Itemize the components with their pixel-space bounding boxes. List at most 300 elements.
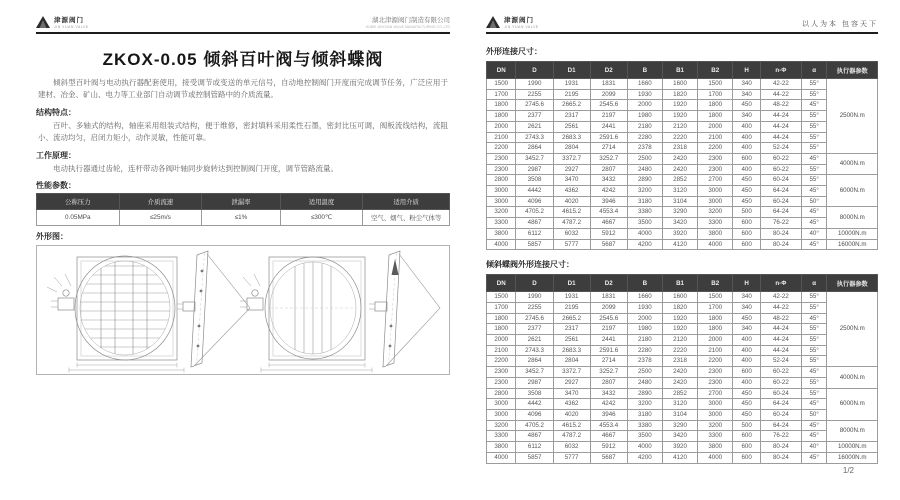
- table-row: [487, 367, 878, 378]
- dim-cell: 3180: [627, 196, 662, 207]
- dim-cell: 2714: [590, 356, 627, 367]
- company-logo: [36, 16, 89, 29]
- actuator-param-cell: 4000N.m: [827, 153, 878, 174]
- dim-cell: 600: [733, 239, 761, 250]
- value-cell: ≤300℃: [280, 209, 363, 225]
- dim-cell: 3452.7: [516, 153, 553, 164]
- dim-cell: 3420: [662, 218, 697, 229]
- dim-cell: 2000: [698, 121, 733, 132]
- table-row: [487, 292, 878, 303]
- table-row: [487, 132, 878, 143]
- dim-cell: 2100: [487, 132, 516, 143]
- table-row: [487, 442, 878, 453]
- table-row: [487, 388, 878, 399]
- dim-cell: 44-24: [760, 345, 801, 356]
- dim-cell: 64-24: [760, 207, 801, 218]
- dim-cell: 2200: [487, 143, 516, 154]
- dim-cell: 55°: [801, 111, 827, 122]
- dim-cell: 64-24: [760, 186, 801, 197]
- dim-cell: 2683.3: [553, 345, 590, 356]
- dim-cell: 45°: [801, 186, 827, 197]
- dim-cell: 60-22: [760, 377, 801, 388]
- column-header: B1: [662, 275, 697, 292]
- table-row: [487, 121, 878, 132]
- dim-cell: 3380: [627, 420, 662, 431]
- logo-subtitle: JIN YUAN VALVE: [504, 24, 539, 29]
- dim-cell: 3432: [590, 388, 627, 399]
- table-row: [487, 186, 878, 197]
- dim-cell: 4705.2: [516, 420, 553, 431]
- dim-cell: 3300: [487, 431, 516, 442]
- catalog-page-right: [486, 12, 878, 488]
- dim-cell: 2100: [698, 132, 733, 143]
- dim-cell: 2545.6: [590, 313, 627, 324]
- outline-drawing-box: [36, 245, 450, 375]
- butterfly-valve-side-drawing: [369, 251, 440, 367]
- dim-cell: 2099: [590, 302, 627, 313]
- dim-cell: 2800: [487, 175, 516, 186]
- dim-cell: 3200: [487, 207, 516, 218]
- dim-cell: 45°: [801, 313, 827, 324]
- dim-cell: 2300: [487, 164, 516, 175]
- dim-cell: 2255: [516, 89, 553, 100]
- structure-paragraph: 百叶、多轴式的结构，轴座采用组装式结构，便于维修，密封填料采用柔性石墨，密封比压可调，阀板流线结构，流阻小、流动均匀，启闭力矩小，动作灵敏，性能可靠。: [38, 120, 448, 143]
- dim-cell: 1920: [662, 111, 697, 122]
- dim-cell: 340: [733, 89, 761, 100]
- dim-cell: 2480: [627, 164, 662, 175]
- dim-cell: 340: [733, 324, 761, 335]
- dim-cell: 1920: [662, 100, 697, 111]
- dim-cell: 52-24: [760, 356, 801, 367]
- dim-cell: 340: [733, 79, 761, 90]
- dim-cell: 400: [733, 356, 761, 367]
- dim-cell: 55°: [801, 132, 827, 143]
- dim-cell: 4000: [487, 452, 516, 463]
- dim-cell: 450: [733, 388, 761, 399]
- table-row: [487, 100, 878, 111]
- dim-cell: 2807: [590, 164, 627, 175]
- actuator-param-cell: 10000N.m: [827, 442, 878, 453]
- dim-cell: 2100: [487, 345, 516, 356]
- dim-cell: 2927: [553, 164, 590, 175]
- dim-cell: 450: [733, 399, 761, 410]
- dim-cell: 2545.6: [590, 100, 627, 111]
- dim-cell: 1980: [627, 324, 662, 335]
- dim-cell: 5857: [516, 239, 553, 250]
- dim-cell: 2100: [698, 345, 733, 356]
- actuator-param-cell: 2500N.m: [827, 292, 878, 367]
- dim-cell: 1700: [698, 89, 733, 100]
- table-header-row: [487, 62, 878, 79]
- dim-cell: 6112: [516, 228, 553, 239]
- dim-cell: 3470: [553, 175, 590, 186]
- column-header: B2: [698, 62, 733, 79]
- dim-cell: 1600: [662, 292, 697, 303]
- dim-cell: 2200: [698, 356, 733, 367]
- dim-cell: 2890: [627, 175, 662, 186]
- performance-header-row: [37, 193, 450, 209]
- dim-cell: 4000: [698, 452, 733, 463]
- dim-cell: 6112: [516, 442, 553, 453]
- table-row: [487, 377, 878, 388]
- dim-cell: 600: [733, 442, 761, 453]
- value-cell: 空气、烟气、粉尘气体等: [363, 209, 450, 225]
- company-name: 湖北津源阀门制造有限公司: [372, 17, 450, 25]
- dim-cell: 2197: [590, 111, 627, 122]
- table-row: [487, 399, 878, 410]
- dim-cell: 2561: [553, 121, 590, 132]
- dim-cell: 1800: [698, 111, 733, 122]
- company-logo: [486, 16, 539, 29]
- table-row: [487, 175, 878, 186]
- dim-cell: 450: [733, 196, 761, 207]
- column-header: B: [627, 275, 662, 292]
- dim-cell: 3200: [627, 186, 662, 197]
- dim-cell: 45°: [801, 399, 827, 410]
- dim-cell: 2200: [487, 356, 516, 367]
- dim-cell: 4787.2: [553, 431, 590, 442]
- actuator-param-cell: 10000N.m: [827, 228, 878, 239]
- dim-cell: 2591.6: [590, 132, 627, 143]
- table-row: [487, 356, 878, 367]
- dim-cell: 2441: [590, 121, 627, 132]
- dim-cell: 5687: [590, 452, 627, 463]
- dim-cell: 3800: [698, 228, 733, 239]
- column-header: B2: [698, 275, 733, 292]
- dim-cell: 52-24: [760, 143, 801, 154]
- column-header: B1: [662, 62, 697, 79]
- dim-cell: 500: [733, 420, 761, 431]
- dim-cell: 2195: [553, 89, 590, 100]
- dim-cell: 2317: [553, 111, 590, 122]
- table-row: [487, 324, 878, 335]
- table-row: [487, 164, 878, 175]
- dim-cell: 60-24: [760, 175, 801, 186]
- louver-valve-side-drawing: [177, 251, 250, 367]
- dim-cell: 450: [733, 186, 761, 197]
- dim-cell: 1930: [627, 89, 662, 100]
- table-row: [487, 420, 878, 431]
- dim-cell: 1800: [698, 324, 733, 335]
- dim-cell: 2500: [627, 153, 662, 164]
- dim-cell: 1800: [487, 313, 516, 324]
- dim-cell: 4442: [516, 186, 553, 197]
- dim-cell: 1920: [662, 313, 697, 324]
- dim-cell: 76-22: [760, 431, 801, 442]
- dim-cell: 2683.3: [553, 132, 590, 143]
- dim-cell: 2804: [553, 356, 590, 367]
- dim-cell: 600: [733, 228, 761, 239]
- dim-cell: 3000: [487, 196, 516, 207]
- dim-cell: 3252.7: [590, 367, 627, 378]
- section-heading-outline: 外形图：: [36, 231, 68, 241]
- dim-cell: 3120: [662, 399, 697, 410]
- dim-cell: 1700: [487, 89, 516, 100]
- dim-cell: 48-22: [760, 100, 801, 111]
- dim-cell: 1600: [662, 79, 697, 90]
- dim-cell: 4242: [590, 399, 627, 410]
- dim-cell: 1990: [516, 79, 553, 90]
- dim-cell: 4867: [516, 431, 553, 442]
- dim-cell: 600: [733, 218, 761, 229]
- page-title: ZKOX-0.05 倾斜百叶阀与倾斜蝶阀: [102, 50, 384, 69]
- dim-cell: 45°: [801, 218, 827, 229]
- column-header: 公称压力: [37, 193, 120, 209]
- dim-cell: 4553.4: [590, 420, 627, 431]
- column-header: D1: [553, 275, 590, 292]
- dim-cell: 2120: [662, 335, 697, 346]
- section-heading-principle: 工作原理：: [36, 150, 76, 160]
- dim-cell: 55°: [801, 79, 827, 90]
- dim-cell: 4020: [553, 409, 590, 420]
- butterfly-connection-dimensions-table: [486, 274, 878, 463]
- dim-cell: 600: [733, 367, 761, 378]
- dim-cell: 3000: [698, 399, 733, 410]
- louver-valve-front-drawing: [47, 256, 184, 373]
- company-slogan: 以人为本 包容天下: [802, 21, 878, 28]
- section-heading-structure: 结构特点：: [36, 107, 76, 117]
- table-row: [487, 89, 878, 100]
- dim-cell: 1700: [487, 302, 516, 313]
- principle-paragraph: 电动执行器通过齿轮，连杆带动各阀叶轴同步旋转达到控制阀门开度，调节管路流量。: [53, 163, 338, 173]
- dim-cell: 2800: [487, 388, 516, 399]
- dim-cell: 3104: [662, 409, 697, 420]
- dim-cell: 4096: [516, 196, 553, 207]
- dim-cell: 45°: [801, 420, 827, 431]
- dim-cell: 3420: [662, 431, 697, 442]
- dim-cell: 2300: [698, 367, 733, 378]
- actuator-param-cell: 6000N.m: [827, 175, 878, 207]
- dim-cell: 3432: [590, 175, 627, 186]
- dim-cell: 50°: [801, 196, 827, 207]
- dim-cell: 4096: [516, 409, 553, 420]
- dim-cell: 60-22: [760, 153, 801, 164]
- dim-cell: 4615.2: [553, 207, 590, 218]
- dim-cell: 400: [733, 121, 761, 132]
- value-cell: ≤25m/s: [119, 209, 202, 225]
- dim-cell: 55°: [801, 164, 827, 175]
- dim-table-2-heading: 倾斜蝶阀外形连接尺寸：: [486, 260, 574, 270]
- table-row: [487, 228, 878, 239]
- dim-cell: 44-22: [760, 89, 801, 100]
- column-header: D: [516, 62, 553, 79]
- dim-cell: 1820: [662, 89, 697, 100]
- dim-cell: 2665.2: [553, 313, 590, 324]
- dim-cell: 3104: [662, 196, 697, 207]
- column-header: 泄漏率: [202, 193, 281, 209]
- dim-cell: 2180: [627, 335, 662, 346]
- dim-cell: 4120: [662, 239, 697, 250]
- dim-cell: 2000: [627, 100, 662, 111]
- dim-cell: 2665.2: [553, 100, 590, 111]
- dim-cell: 3800: [698, 442, 733, 453]
- dim-cell: 2621: [516, 121, 553, 132]
- dim-cell: 2378: [627, 143, 662, 154]
- actuator-param-cell: 16000N.m: [827, 239, 878, 250]
- dim-cell: 2745.6: [516, 313, 553, 324]
- dim-cell: 64-24: [760, 420, 801, 431]
- dim-cell: 1831: [590, 292, 627, 303]
- dim-cell: 1800: [487, 100, 516, 111]
- dim-cell: 55°: [801, 89, 827, 100]
- dim-cell: 3180: [627, 409, 662, 420]
- dim-cell: 3000: [487, 186, 516, 197]
- dim-cell: 3920: [662, 442, 697, 453]
- dim-cell: 2700: [698, 388, 733, 399]
- table-row: [487, 207, 878, 218]
- dim-cell: 45°: [801, 431, 827, 442]
- dim-cell: 60-24: [760, 388, 801, 399]
- dim-cell: 4787.2: [553, 218, 590, 229]
- dim-cell: 4615.2: [553, 420, 590, 431]
- dim-cell: 2300: [487, 153, 516, 164]
- dim-cell: 80-24: [760, 239, 801, 250]
- dim-cell: 4200: [627, 239, 662, 250]
- table-row: [487, 79, 878, 90]
- dim-cell: 2377: [516, 324, 553, 335]
- actuator-param-cell: 8000N.m: [827, 207, 878, 228]
- dim-cell: 2255: [516, 302, 553, 313]
- dim-cell: 3200: [487, 420, 516, 431]
- column-header: D: [516, 275, 553, 292]
- dim-cell: 2300: [487, 377, 516, 388]
- dim-cell: 2852: [662, 175, 697, 186]
- dim-cell: 4442: [516, 399, 553, 410]
- dim-cell: 3200: [698, 420, 733, 431]
- dim-cell: 5857: [516, 452, 553, 463]
- dim-cell: 1800: [487, 324, 516, 335]
- table-row: [487, 153, 878, 164]
- dim-cell: 1980: [627, 111, 662, 122]
- dim-cell: 55°: [801, 345, 827, 356]
- dim-cell: 3290: [662, 207, 697, 218]
- dim-cell: 2280: [627, 132, 662, 143]
- table-row: [487, 143, 878, 154]
- dim-cell: 3800: [487, 228, 516, 239]
- dim-cell: 2280: [627, 345, 662, 356]
- dim-cell: 6032: [553, 228, 590, 239]
- dim-cell: 3500: [627, 218, 662, 229]
- actuator-param-cell: 16000N.m: [827, 452, 878, 463]
- table-row: [487, 409, 878, 420]
- dim-cell: 2000: [627, 313, 662, 324]
- column-header: D2: [590, 275, 627, 292]
- dim-cell: 2220: [662, 132, 697, 143]
- logo-name: 津源阀门: [504, 17, 534, 24]
- dim-cell: 3200: [698, 207, 733, 218]
- dim-cell: 2300: [487, 367, 516, 378]
- section-heading-performance: 性能参数：: [36, 180, 76, 190]
- dim-cell: 2700: [698, 175, 733, 186]
- dim-cell: 1800: [698, 100, 733, 111]
- dim-cell: 60-22: [760, 367, 801, 378]
- dim-cell: 64-24: [760, 399, 801, 410]
- dim-cell: 45°: [801, 153, 827, 164]
- column-header: 适用温度: [280, 193, 363, 209]
- dim-cell: 3946: [590, 409, 627, 420]
- dim-cell: 2480: [627, 377, 662, 388]
- dim-cell: 2300: [698, 153, 733, 164]
- dim-cell: 45°: [801, 452, 827, 463]
- table-row: [487, 345, 878, 356]
- dim-cell: 2377: [516, 111, 553, 122]
- dim-cell: 55°: [801, 302, 827, 313]
- dim-cell: 2743.3: [516, 345, 553, 356]
- dim-cell: 2195: [553, 302, 590, 313]
- dim-cell: 450: [733, 313, 761, 324]
- dim-cell: 1660: [627, 292, 662, 303]
- dim-cell: 3372.7: [553, 153, 590, 164]
- dim-cell: 44-24: [760, 132, 801, 143]
- intro-paragraph: 倾斜型百叶阀与电动执行器配套使用，接受调节或变送的单元信号，自动地控制阀门开度而完成调节任务，广泛应用于建材、冶金、矿山、电力等工业部门自动调节或控制管路中的介质流量。: [38, 78, 448, 100]
- dim-cell: 2420: [662, 153, 697, 164]
- dim-cell: 2927: [553, 377, 590, 388]
- dim-cell: 45°: [801, 100, 827, 111]
- dim-cell: 1920: [662, 324, 697, 335]
- table-row: [487, 335, 878, 346]
- dim-cell: 1700: [698, 302, 733, 313]
- company-name-en: HUBEI JINYUAN VALVE MANUFACTURING CO.,LTD: [365, 24, 450, 29]
- actuator-param-cell: 4000N.m: [827, 367, 878, 388]
- dim-cell: 600: [733, 452, 761, 463]
- dim-cell: 55°: [801, 121, 827, 132]
- dim-cell: 40°: [801, 442, 827, 453]
- table-header-row: [487, 275, 878, 292]
- dim-cell: 600: [733, 431, 761, 442]
- dim-cell: 3300: [698, 431, 733, 442]
- dim-cell: 3120: [662, 186, 697, 197]
- dim-cell: 2120: [662, 121, 697, 132]
- dim-cell: 44-24: [760, 111, 801, 122]
- dim-cell: 2420: [662, 164, 697, 175]
- column-header: 介质流速: [119, 193, 202, 209]
- dim-cell: 3000: [487, 399, 516, 410]
- dim-cell: 2591.6: [590, 345, 627, 356]
- dim-cell: 5777: [553, 239, 590, 250]
- dim-cell: 2180: [627, 121, 662, 132]
- dim-cell: 2420: [662, 367, 697, 378]
- performance-value-row: [37, 209, 450, 225]
- page-number: 1/2: [842, 466, 854, 475]
- table-row: [487, 431, 878, 442]
- dim-cell: 60-24: [760, 409, 801, 420]
- column-header: DN: [487, 62, 516, 79]
- dim-cell: 2300: [698, 377, 733, 388]
- dim-cell: 5777: [553, 452, 590, 463]
- dim-cell: 55°: [801, 377, 827, 388]
- valve-outline-drawings: [37, 246, 449, 374]
- mountain-logo-icon: [36, 16, 51, 29]
- dim-cell: 3380: [627, 207, 662, 218]
- dim-cell: 2220: [662, 345, 697, 356]
- dim-cell: 45°: [801, 239, 827, 250]
- dim-cell: 3500: [627, 431, 662, 442]
- dim-cell: 400: [733, 132, 761, 143]
- dim-cell: 600: [733, 153, 761, 164]
- table-row: [487, 239, 878, 250]
- dim-cell: 76-22: [760, 218, 801, 229]
- dim-cell: 44-22: [760, 302, 801, 313]
- dim-cell: 2890: [627, 388, 662, 399]
- dim-cell: 50°: [801, 409, 827, 420]
- dim-cell: 2000: [698, 335, 733, 346]
- dim-cell: 400: [733, 143, 761, 154]
- dim-cell: 80-24: [760, 228, 801, 239]
- dim-cell: 400: [733, 377, 761, 388]
- dim-cell: 2561: [553, 335, 590, 346]
- dim-cell: 1660: [627, 79, 662, 90]
- dim-cell: 3000: [698, 186, 733, 197]
